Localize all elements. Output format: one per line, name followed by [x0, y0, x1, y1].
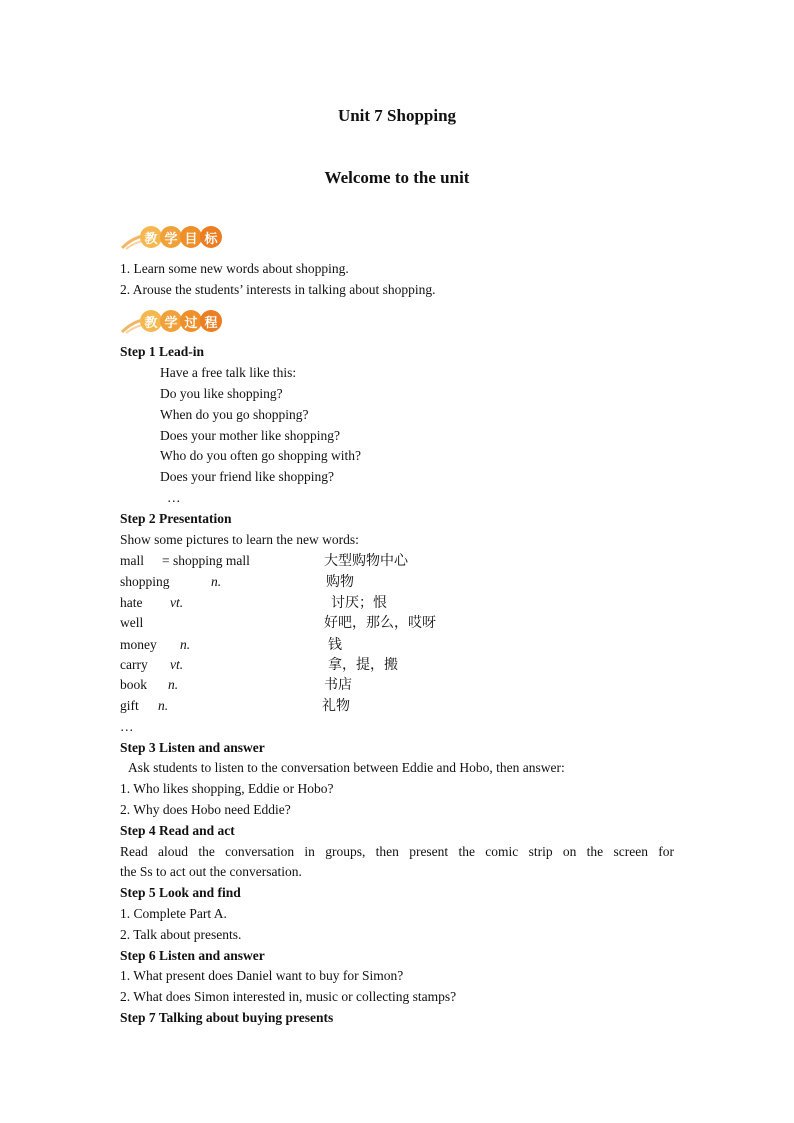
step1-line: Do you like shopping?	[160, 386, 283, 401]
goal-2: 2. Arouse the students’ interests in talking about shopping.	[120, 282, 436, 297]
step3-intro: Ask students to listen to the conversation between Eddie and Hobo, then answer:	[128, 760, 565, 775]
step3-question: 2. Why does Hobo need Eddie?	[120, 802, 291, 817]
step1-line: Does your friend like shopping?	[160, 469, 334, 484]
vocab-pos: vt.	[170, 657, 184, 672]
step6-question: 2. What does Simon interested in, music or collecting stamps?	[120, 989, 457, 1004]
vocab-pos: n.	[180, 637, 191, 652]
goal-1: 1. Learn some new words about shopping.	[120, 261, 349, 276]
vocab-meaning: 好吧，那么，哎呀	[324, 615, 436, 631]
vocab-word: money	[120, 637, 157, 652]
vocab-word: shopping	[120, 574, 170, 589]
vocab-word: mall	[120, 553, 144, 568]
step2-intro: Show some pictures to learn the new words:	[120, 532, 359, 547]
vocab-pos: n.	[211, 574, 222, 589]
vocab-word: gift	[120, 698, 139, 713]
vocab-word: well	[120, 615, 144, 630]
step1-line: Does your mother like shopping?	[160, 428, 340, 443]
vocab-meaning: 礼物	[322, 698, 350, 714]
step4-heading: Step 4 Read and act	[120, 823, 235, 838]
vocab-note: = shopping mall	[162, 553, 250, 568]
badge-char: 教	[140, 226, 162, 248]
vocab-word: hate	[120, 595, 143, 610]
vocab-meaning: 大型购物中心	[324, 553, 408, 569]
step5-line: 2. Talk about presents.	[120, 927, 242, 942]
teaching-goals-badge	[120, 224, 230, 252]
step5-heading: Step 5 Look and find	[120, 885, 241, 900]
badge-char: 学	[160, 310, 182, 332]
step4-line: the Ss to act out the conversation.	[120, 864, 302, 879]
badge-char: 过	[180, 310, 202, 332]
badge-char: 学	[160, 226, 182, 248]
badge-char: 程	[200, 310, 222, 332]
step6-question: 1. What present does Daniel want to buy for Simon?	[120, 968, 404, 983]
step1-heading: Step 1 Lead-in	[120, 344, 205, 359]
step1-ellipsis: …	[167, 490, 181, 505]
vocab-pos: n.	[168, 677, 179, 692]
step6-heading: Step 6 Listen and answer	[120, 948, 265, 963]
vocab-meaning: 讨厌；恨	[331, 595, 387, 611]
step5-line: 1. Complete Part A.	[120, 906, 227, 921]
step1-line: Who do you often go shopping with?	[160, 448, 361, 463]
page-subtitle: Welcome to the unit	[324, 168, 470, 187]
vocab-meaning: 书店	[324, 677, 352, 693]
badge-char: 目	[180, 226, 202, 248]
step4-line: Read aloud the conversation in groups, then present the comic strip on the screen for	[120, 844, 674, 859]
vocab-ellipsis: …	[120, 719, 134, 734]
step3-question: 1. Who likes shopping, Eddie or Hobo?	[120, 781, 334, 796]
vocab-word: book	[120, 677, 147, 692]
vocab-meaning: 购物	[326, 574, 354, 590]
step1-line: When do you go shopping?	[160, 407, 309, 422]
vocab-meaning: 拿，提，搬	[328, 657, 398, 673]
step2-heading: Step 2 Presentation	[120, 511, 232, 526]
step7-heading: Step 7 Talking about buying presents	[120, 1010, 334, 1025]
vocab-pos: n.	[158, 698, 169, 713]
badge-char: 教	[140, 310, 162, 332]
vocab-word: carry	[120, 657, 148, 672]
step1-line: Have a free talk like this:	[160, 365, 297, 380]
page-title: Unit 7 Shopping	[337, 106, 457, 125]
vocab-pos: vt.	[170, 595, 184, 610]
badge-char: 标	[200, 226, 222, 248]
teaching-process-badge	[120, 308, 230, 336]
step3-heading: Step 3 Listen and answer	[120, 740, 265, 755]
vocab-meaning: 钱	[328, 637, 342, 653]
